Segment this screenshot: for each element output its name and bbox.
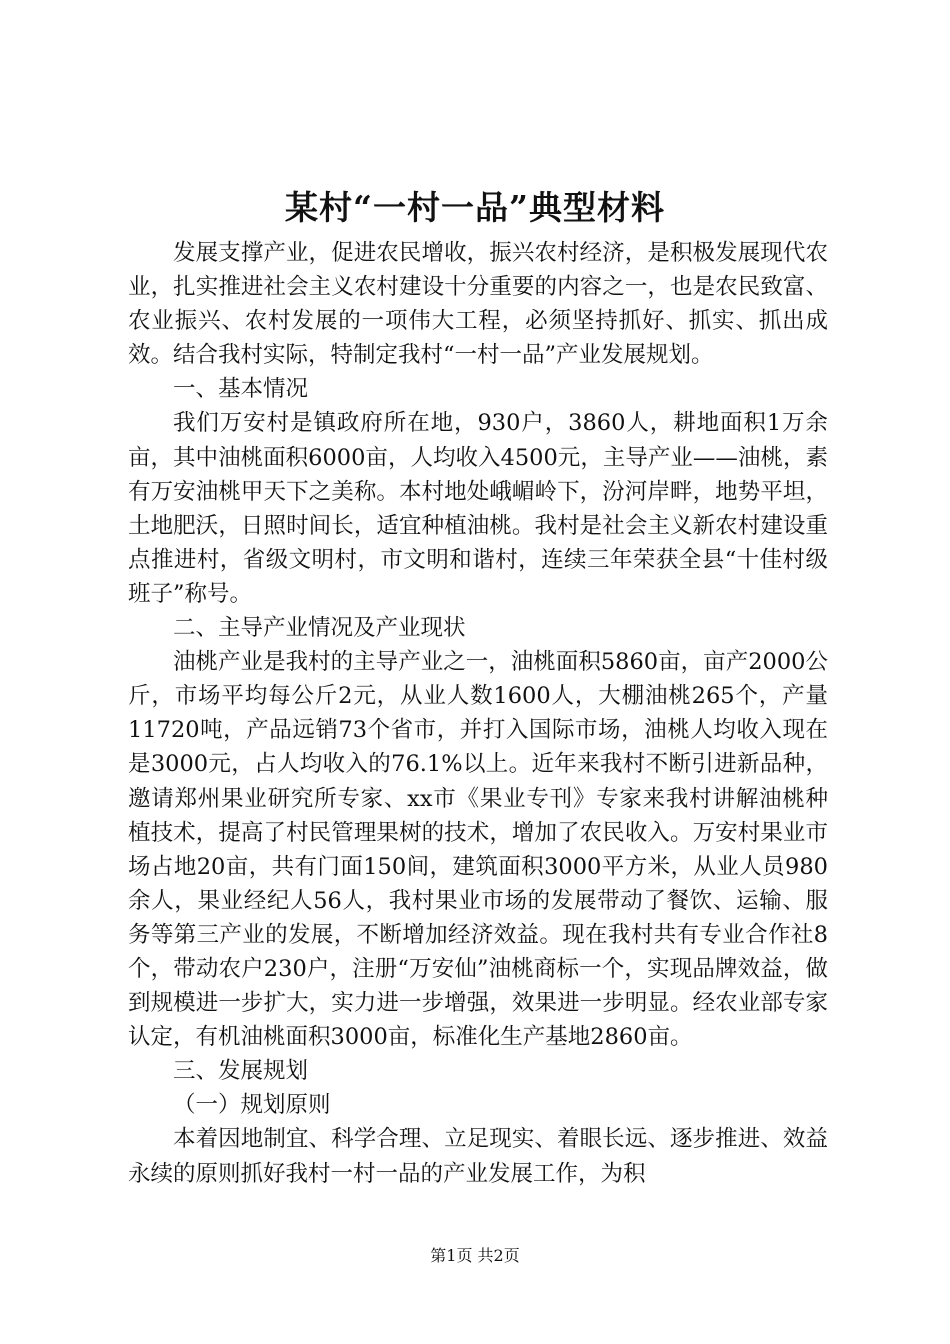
intro-paragraph: 发展支撑产业，促进农民增收，振兴农村经济，是积极发展现代农业，扎实推进社会主义农村建设十分重要的内容之一，也是农民致富、农业振兴、农村发展的一项伟大工程，必须坚持抓好、抓实、抓出成效。结合我村实际，特制定我村“一村一品”产业发展规划。 <box>128 240 828 369</box>
industry-status-paragraph: 油桃产业是我村的主导产业之一，油桃面积5860亩，亩产2000公斤，市场平均每公斤2元，从业人数1600人，大棚油桃265个，产量11720吨，产品远销73个省市，并打入国际市场，油桃人均收入现在是3000元，占人均收入的76.1%以上。近年来我村不断引进新品种，邀请郑州果业研究所专家、xx市《果业专刊》专家来我村讲解油桃种植技术，提高了村民管理果树的技术，增加了农民收入。万安村果业市场占地20亩，共有门面150间，建筑面积3000平方米，从业人员980余人，果业经纪人56人，我村果业市场的发展带动了餐饮、运输、服务等第三产业的发展，不断增加经济效益。现在我村共有专业合作社8个，带动农户230户，注册“万安仙”油桃商标一个，实现品牌效益，做到规模进一步扩大，实力进一步增强，效果进一步明显。经农业部专家认定，有机油桃面积3000亩，标准化生产基地2860亩。 <box>128 649 828 1051</box>
document-body <box>128 236 828 1191</box>
section-heading-development-plan: 三、发展规划 <box>173 1058 309 1085</box>
subsection-heading-plan-principles: （一）规划原则 <box>173 1092 331 1119</box>
plan-principles-paragraph: 本着因地制宜、科学合理、立足现实、着眼长远、逐步推进、效益永续的原则抓好我村一村一品的产业发展工作，为积 <box>128 1126 828 1187</box>
document-title: 某村“一村一品”典型材料 <box>285 188 665 227</box>
section-heading-industry-status: 二、主导产业情况及产业现状 <box>173 615 466 642</box>
basic-situation-paragraph: 我们万安村是镇政府所在地，930户，3860人，耕地面积1万余亩，其中油桃面积6000亩，人均收入4500元，主导产业——油桃，素有万安油桃甲天下之美称。本村地处峨嵋岭下，汾河岸畔，地势平坦，土地肥沃，日照时间长，适宜种植油桃。我村是社会主义新农村建设重点推进村，省级文明村，市文明和谐村，连续三年荣获全县“十佳村级班子”称号。 <box>128 410 828 607</box>
section-heading-basic-situation: 一、基本情况 <box>173 376 309 403</box>
page-footer: 第1页 共2页 <box>430 1246 520 1265</box>
